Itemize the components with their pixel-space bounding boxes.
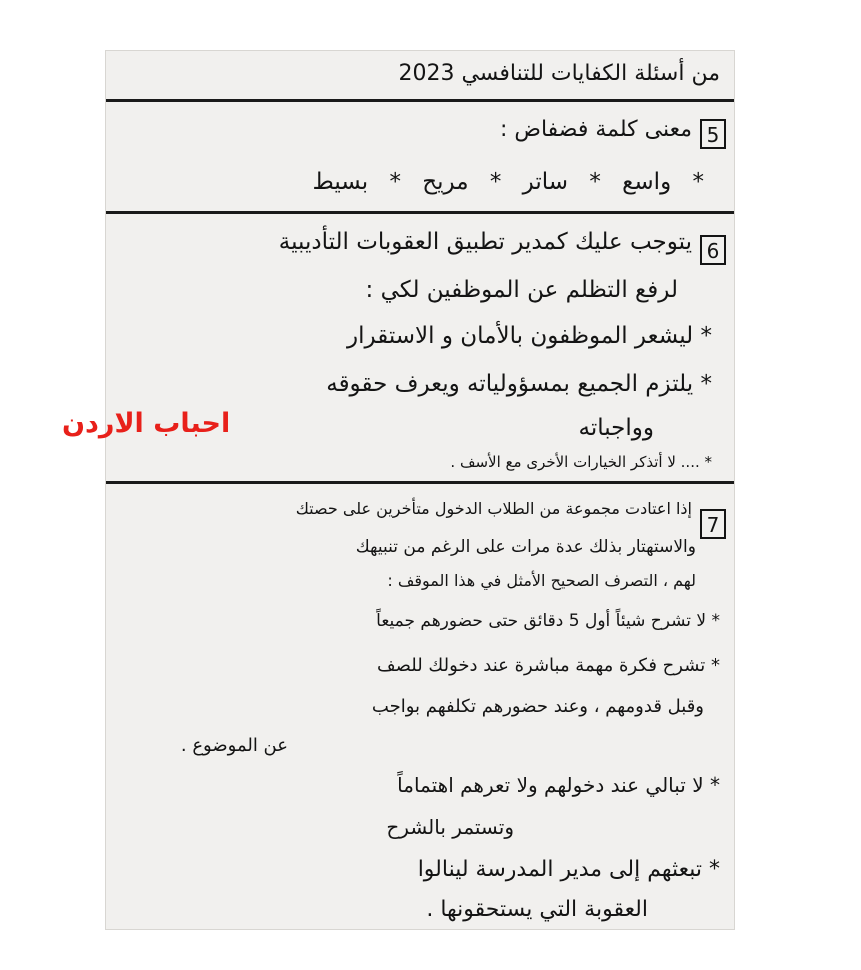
question-5-prompt: معنى كلمة فضفاض :: [499, 117, 692, 142]
page-title: من أسئلة الكفايات للتنافسي 2023: [398, 61, 720, 86]
question-6-number: 6: [700, 235, 726, 265]
watermark-text: احباب الاردن: [62, 408, 231, 439]
question-6-option-2-line-1: * يلتزم الجميع بمسؤولياته ويعرف حقوقه: [326, 371, 712, 397]
question-7-number: 7: [700, 509, 726, 539]
exam-paper: [105, 50, 735, 930]
question-6-option-1: * ليشعر الموظفون بالأمان و الاستقرار: [347, 323, 712, 349]
question-7-option-2-line-3: عن الموضوع .: [180, 735, 288, 756]
question-6-line-2: لرفع التظلم عن الموظفين لكي :: [365, 277, 678, 303]
question-7-option-3-line-1: * لا تبالي عند دخولهم ولا تعرهم اهتماماً: [397, 773, 720, 797]
question-7-option-1: * لا تشرح شيئاً أول 5 دقائق حتى حضورهم جميعاً: [376, 611, 720, 631]
question-7-option-4-line-1: * تبعثهم إلى مدير المدرسة لينالوا: [417, 857, 720, 882]
divider: [106, 481, 734, 484]
question-7-line-3: لهم ، التصرف الصحيح الأمثل في هذا الموقف :: [387, 571, 696, 590]
question-5-number: 5: [700, 119, 726, 149]
divider: [106, 99, 734, 102]
question-7-line-1: إذا اعتادت مجموعة من الطلاب الدخول متأخرين على حصتك: [295, 499, 692, 518]
question-6-option-2-line-2: وواجباته: [578, 415, 654, 441]
question-5-options: * واسع * ساتر * مريح * بسيط: [312, 169, 704, 195]
question-7-option-2-line-2: وقبل قدومهم ، وعند حضورهم تكلفهم بواجب: [371, 696, 704, 717]
divider: [106, 211, 734, 214]
question-7-option-2-line-1: * تشرح فكرة مهمة مباشرة عند دخولك للصف: [377, 655, 720, 676]
question-7-option-4-line-2: العقوبة التي يستحقونها .: [426, 897, 648, 922]
question-7-line-2: والاستهتار بذلك عدة مرات على الرغم من تنبيهك: [355, 537, 696, 557]
question-7-option-3-line-2: وتستمر بالشرح: [386, 815, 514, 839]
question-6-line-1: يتوجب عليك كمدير تطبيق العقوبات التأديبية: [278, 229, 692, 255]
question-6-note: * .... لا أتذكر الخيارات الأخرى مع الأسف .: [450, 453, 712, 471]
